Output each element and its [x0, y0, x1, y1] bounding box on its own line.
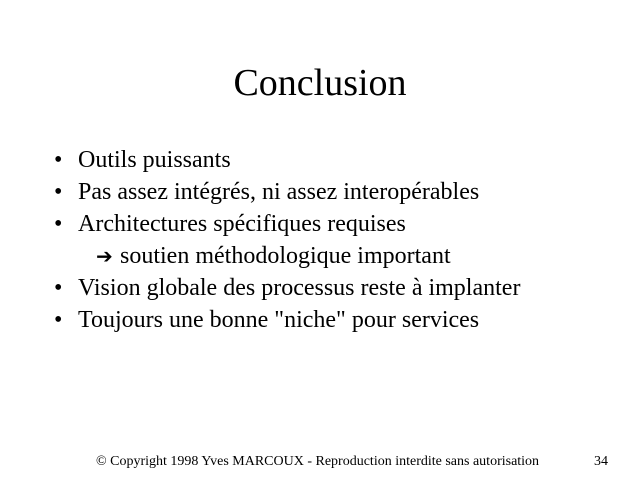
bullet-icon: • — [54, 307, 63, 333]
bullet-list — [48, 144, 608, 336]
bullet-text: Architectures spécifiques requises — [78, 211, 406, 237]
bullet-item — [48, 304, 608, 336]
sub-point-text: soutien méthodologique important — [120, 243, 451, 269]
bullet-text: Vision globale des processus reste à implanter — [78, 275, 521, 301]
slide-title: Conclusion — [233, 62, 407, 104]
bullet-item — [48, 208, 608, 272]
bullet-text: Outils puissants — [78, 147, 231, 173]
arrow-right-icon: ➔ — [96, 244, 113, 268]
sub-point — [78, 240, 608, 272]
page-number: 34 — [594, 454, 608, 469]
bullet-icon: • — [54, 179, 63, 205]
bullet-item — [48, 272, 608, 304]
bullet-icon: • — [54, 147, 63, 173]
bullet-text: Toujours une bonne "niche" pour services — [78, 307, 480, 333]
bullet-item — [48, 176, 608, 208]
bullet-icon: • — [54, 211, 63, 237]
bullet-item — [48, 144, 608, 176]
copyright-notice: © Copyright 1998 Yves MARCOUX - Reproduction interdite sans autorisation — [96, 454, 540, 469]
bullet-icon: • — [54, 275, 63, 301]
bullet-text: Pas assez intégrés, ni assez interopérables — [78, 179, 480, 205]
